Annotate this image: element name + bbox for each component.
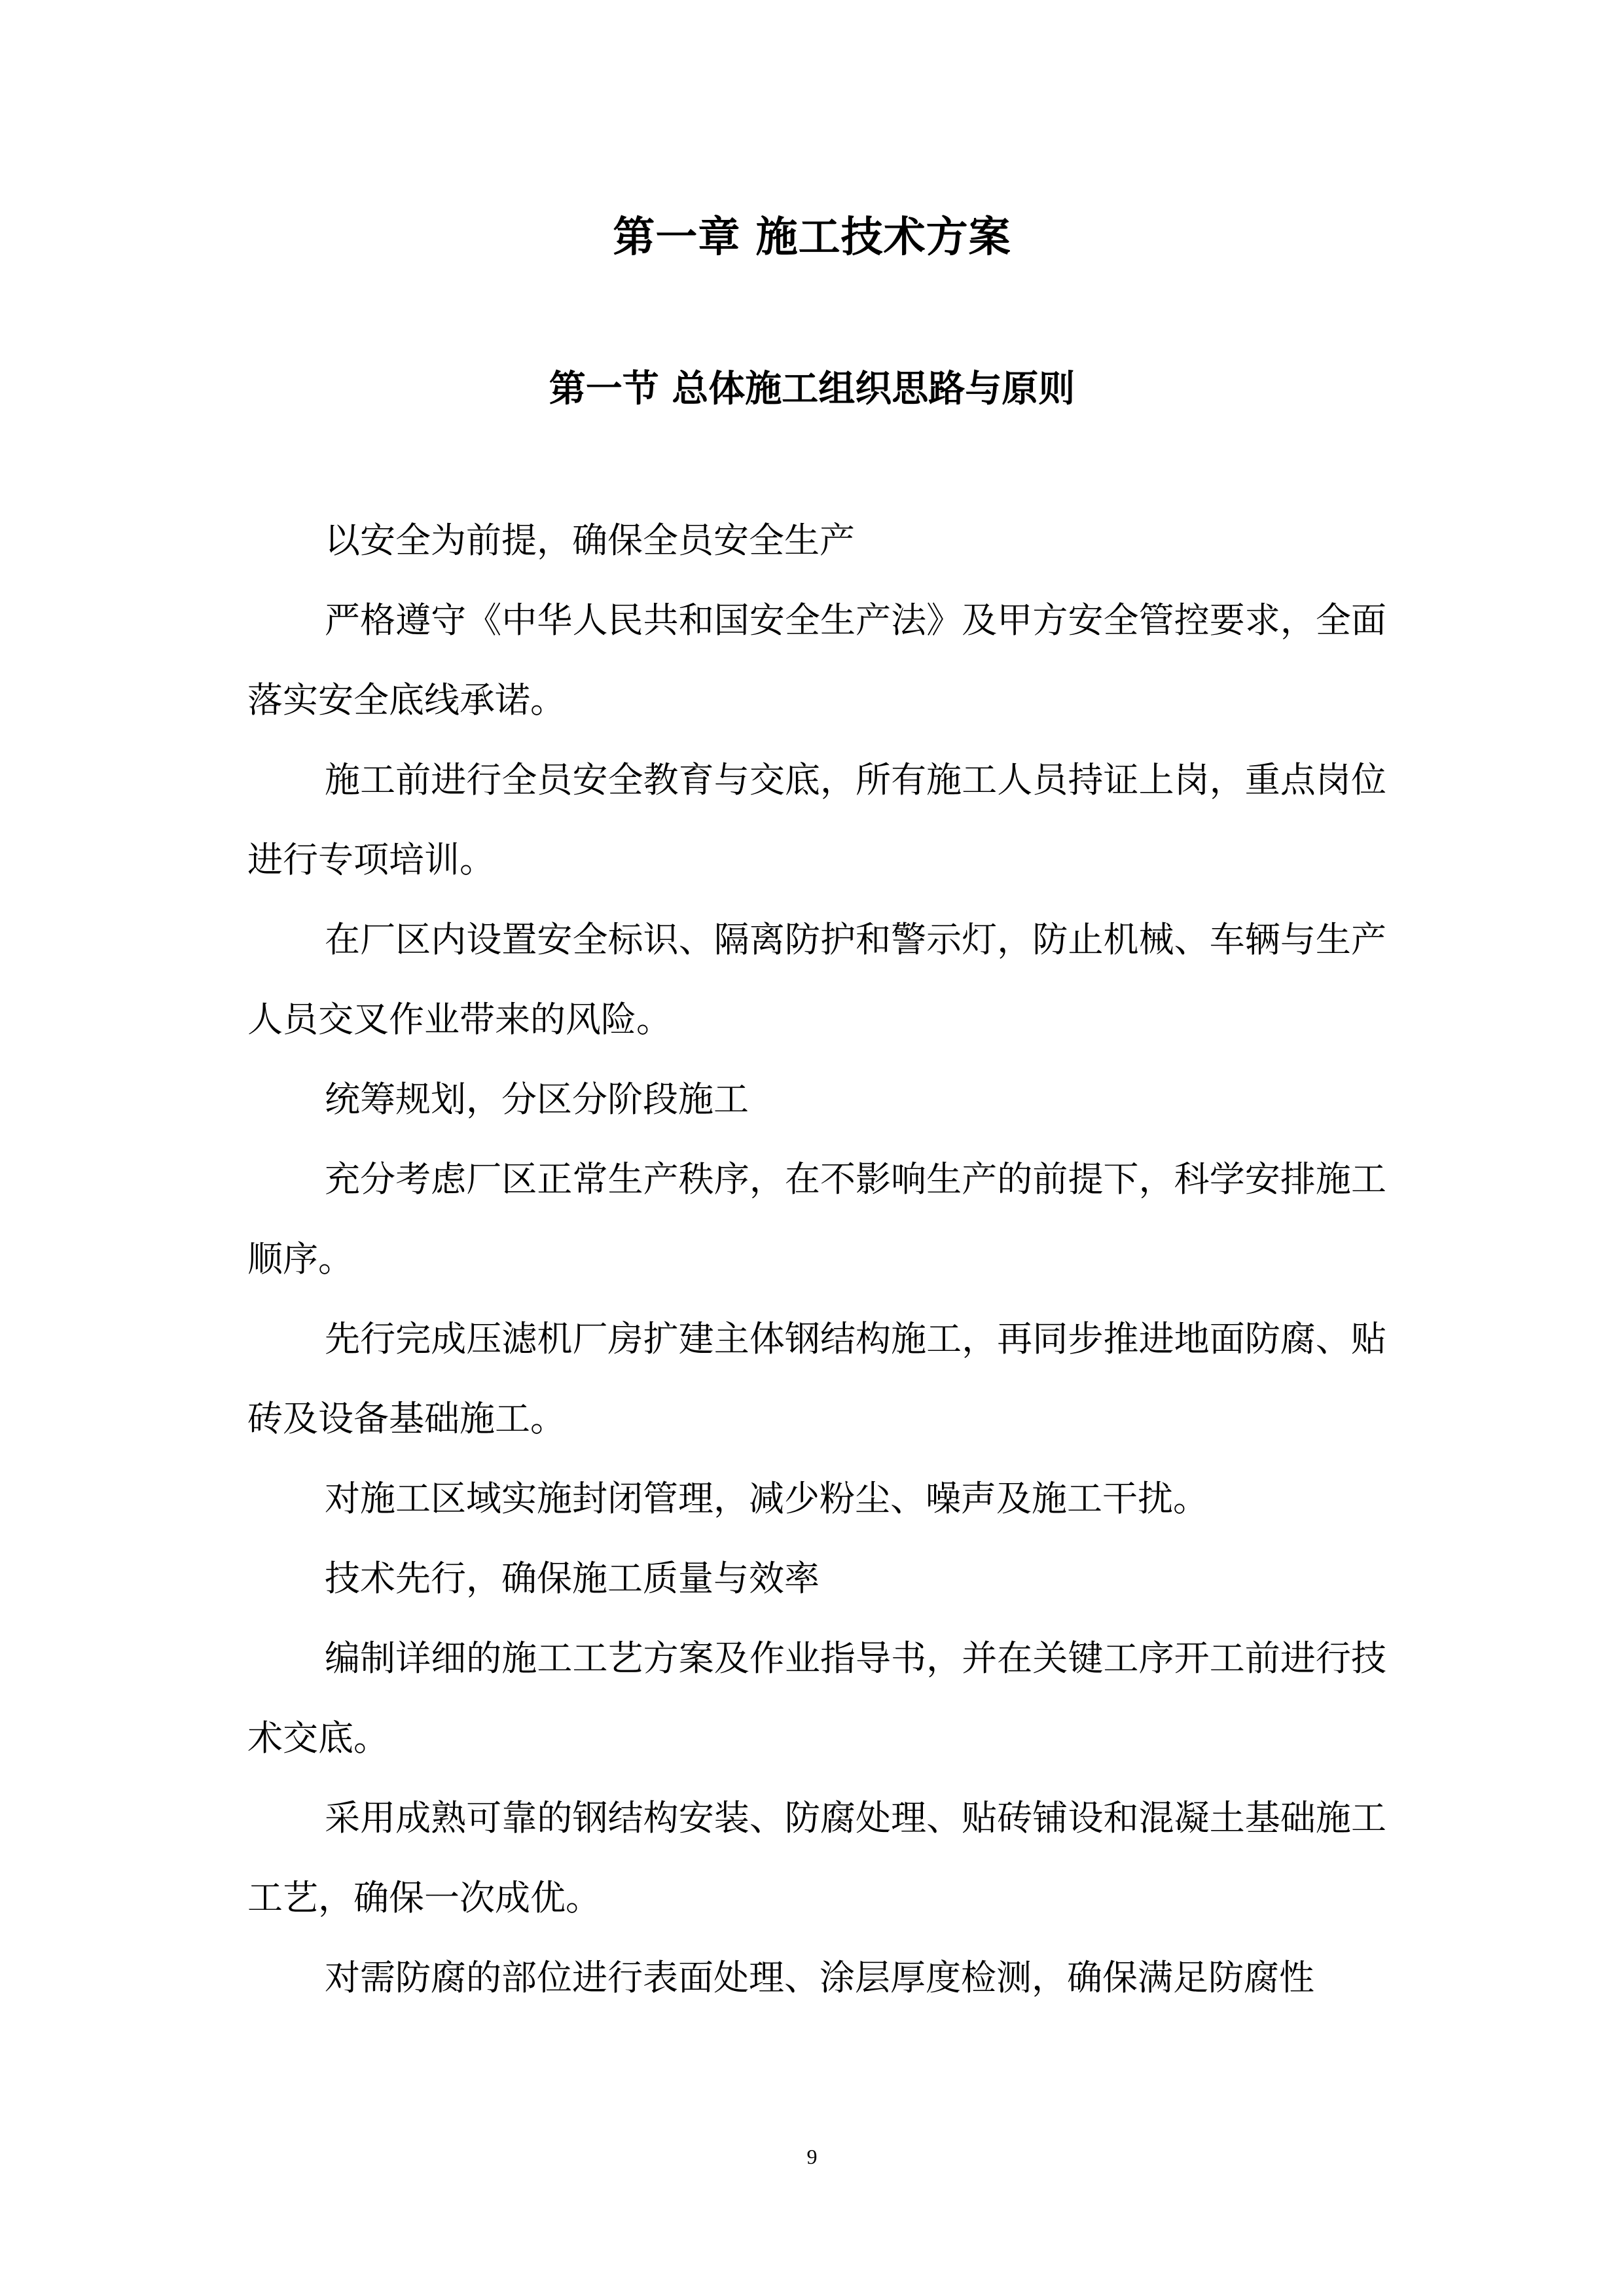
paragraph: 先行完成压滤机厂房扩建主体钢结构施工，再同步推进地面防腐、贴砖及设备基础施工。 [247, 1318, 1386, 1439]
paragraph: 统筹规划，分区分阶段施工 [325, 1079, 749, 1120]
paragraph: 采用成熟可靠的钢结构安装、防腐处理、贴砖铺设和混凝土基础施工工艺，确保一次成优。 [247, 1797, 1386, 1918]
paragraph: 技术先行，确保施工质量与效率 [325, 1558, 820, 1599]
section-title: 第一节 总体施工组织思路与原则 [549, 368, 1075, 410]
chapter-title: 第一章 施工技术方案 [613, 213, 1011, 262]
paragraph: 在厂区内设置安全标识、隔离防护和警示灯，防止机械、车辆与生产人员交叉作业带来的风险。 [247, 919, 1386, 1040]
paragraph: 严格遵守《中华人民共和国安全生产法》及甲方安全管控要求，全面落实安全底线承诺。 [247, 600, 1386, 721]
paragraph: 施工前进行全员安全教育与交底，所有施工人员持证上岗，重点岗位进行专项培训。 [247, 759, 1386, 880]
body-text [247, 501, 1386, 2018]
paragraph: 以安全为前提，确保全员安全生产 [325, 520, 855, 561]
page-number: 9 [806, 2145, 818, 2168]
paragraph: 充分考虑厂区正常生产秩序，在不影响生产的前提下，科学安排施工顺序。 [247, 1158, 1386, 1280]
paragraph: 对施工区域实施封闭管理，减少粉尘、噪声及施工干扰。 [325, 1478, 1208, 1519]
paragraph: 编制详细的施工工艺方案及作业指导书，并在关键工序开工前进行技术交底。 [247, 1638, 1386, 1759]
paragraph: 对需防腐的部位进行表面处理、涂层厚度检测，确保满足防腐性 [325, 1957, 1314, 1998]
